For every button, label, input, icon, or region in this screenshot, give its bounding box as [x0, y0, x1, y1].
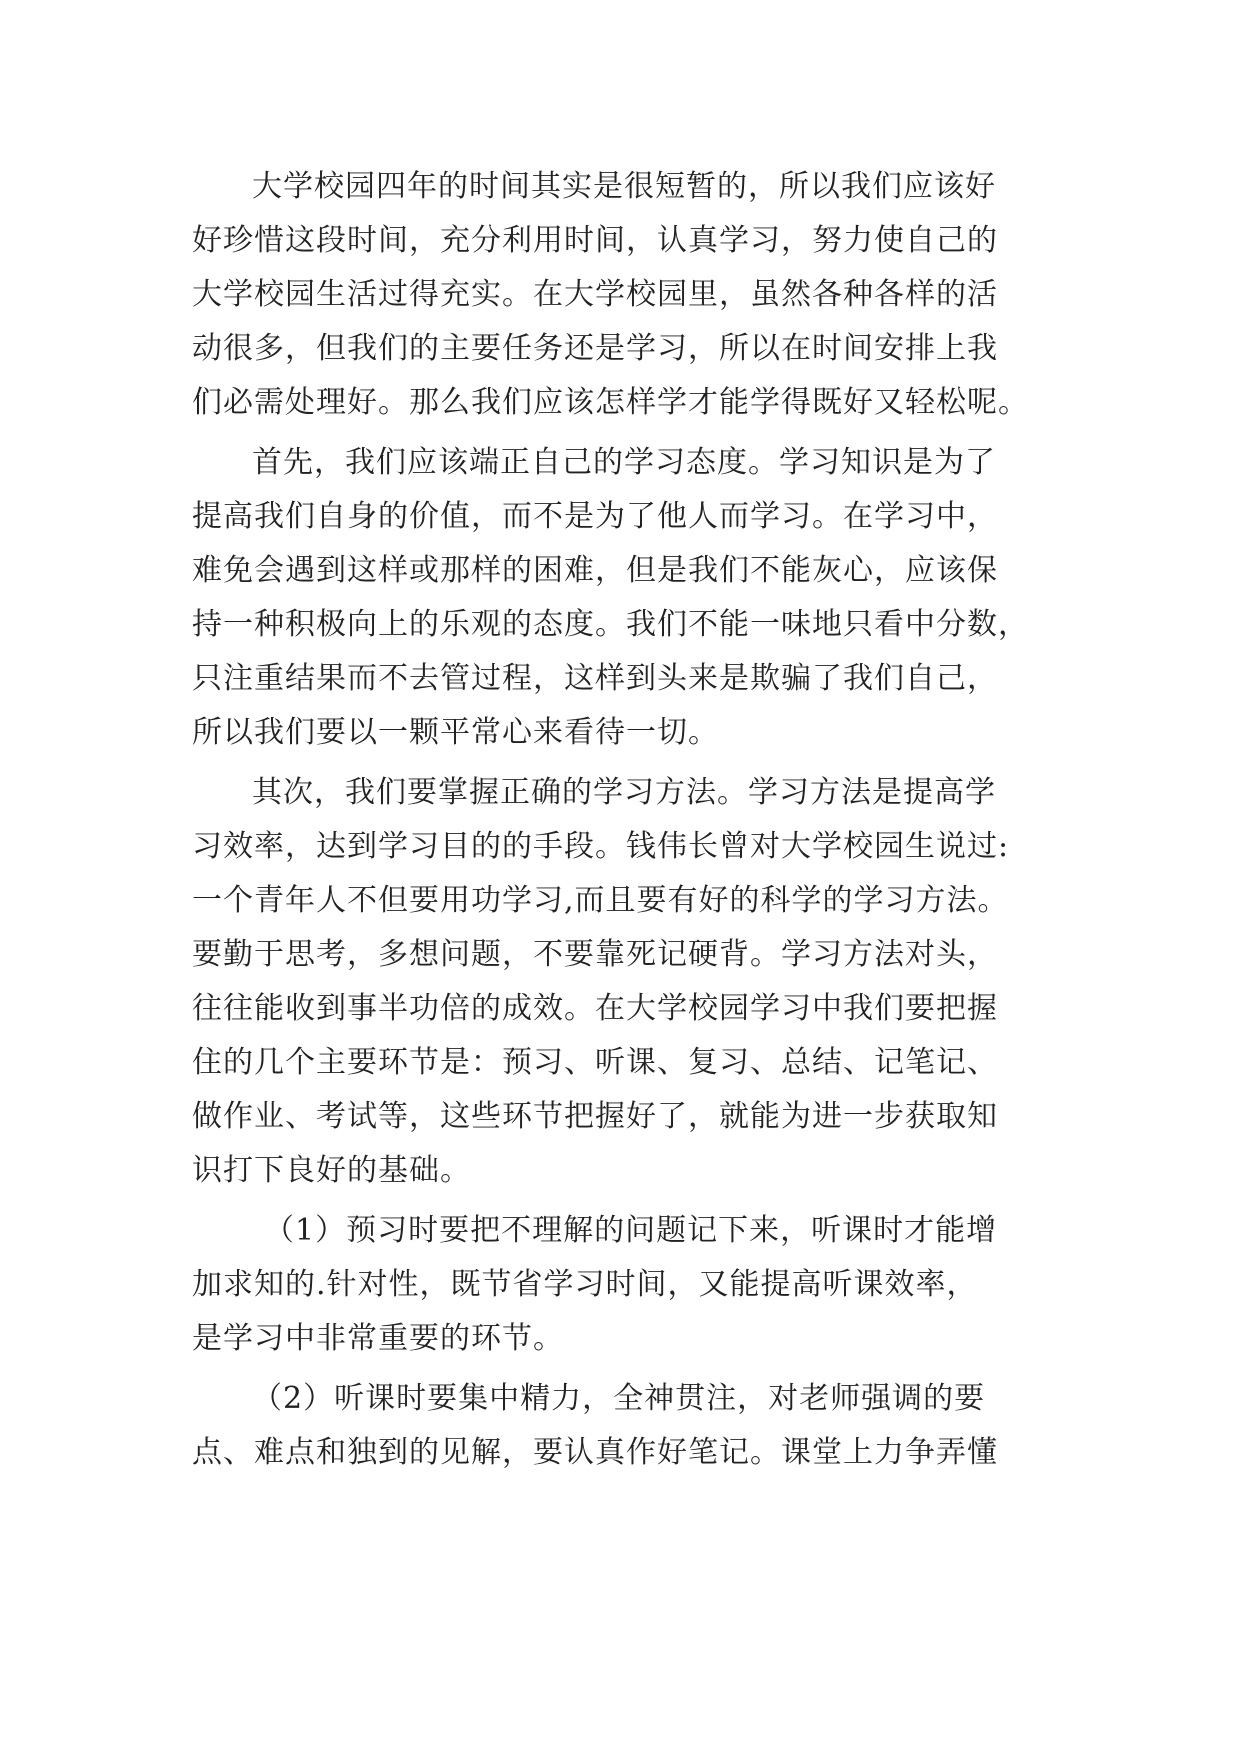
paragraph-intro [192, 160, 1062, 430]
text-line: 首先，我们应该端正自己的学习态度。学习知识是为了 [252, 445, 996, 480]
text-line: 识打下良好的基础。 [192, 1153, 471, 1188]
text-line: 做作业、考试等，这些环节把握好了，就能为进一步获取知 [192, 1099, 998, 1134]
document-body [192, 160, 1062, 1486]
text-line: 所以我们要以一颗平常心来看待一切。 [192, 715, 719, 750]
text-line: 大学校园四年的时间其实是很短暂的，所以我们应该好 [252, 169, 996, 204]
paragraph-attitude [192, 436, 1062, 760]
text-line: 动很多，但我们的主要任务还是学习，所以在时间安排上我 [192, 331, 998, 366]
text-line: 大学校园生活过得充实。在大学校园里，虽然各种各样的活 [192, 277, 998, 312]
text-line: 好珍惜这段时间，充分利用时间，认真学习，努力使自己的 [192, 223, 998, 258]
text-line: 难免会遇到这样或那样的困难，但是我们不能灰心，应该保 [192, 553, 998, 588]
text-line: 是学习中非常重要的环节。 [192, 1321, 564, 1356]
paragraph-listening [192, 1372, 1062, 1480]
paragraph-preview [192, 1204, 1062, 1366]
text-line: （2）听课时要集中精力，全神贯注，对老师强调的要 [252, 1381, 986, 1416]
text-line: （1）预习时要把不理解的问题记下来，听课时才能增 [264, 1213, 998, 1248]
text-line: 一个青年人不但要用功学习,而且要有好的科学的学习方法。 [192, 883, 1009, 918]
text-line: 住的几个主要环节是：预习、听课、复习、总结、记笔记、 [192, 1045, 998, 1080]
text-line: 点、难点和独到的见解，要认真作好笔记。课堂上力争弄懂 [192, 1435, 998, 1470]
text-line: 其次，我们要掌握正确的学习方法。学习方法是提高学 [252, 775, 996, 810]
text-line: 只注重结果而不去管过程，这样到头来是欺骗了我们自己， [192, 661, 998, 696]
paragraph-method [192, 766, 1062, 1198]
text-line: 提高我们自身的价值，而不是为了他人而学习。在学习中， [192, 499, 998, 534]
text-line: 持一种积极向上的乐观的态度。我们不能一味地只看中分数， [192, 607, 1029, 642]
text-line: 们必需处理好。那么我们应该怎样学才能学得既好又轻松呢。 [192, 385, 1029, 420]
text-line: 要勤于思考，多想问题，不要靠死记硬背。学习方法对头， [192, 937, 998, 972]
text-line: 往往能收到事半功倍的成效。在大学校园学习中我们要把握 [192, 991, 998, 1026]
text-line: 加求知的.针对性，既节省学习时间，又能提高听课效率， [192, 1267, 978, 1302]
text-line: 习效率，达到学习目的的手段。钱伟长曾对大学校园生说过: [192, 829, 1010, 864]
